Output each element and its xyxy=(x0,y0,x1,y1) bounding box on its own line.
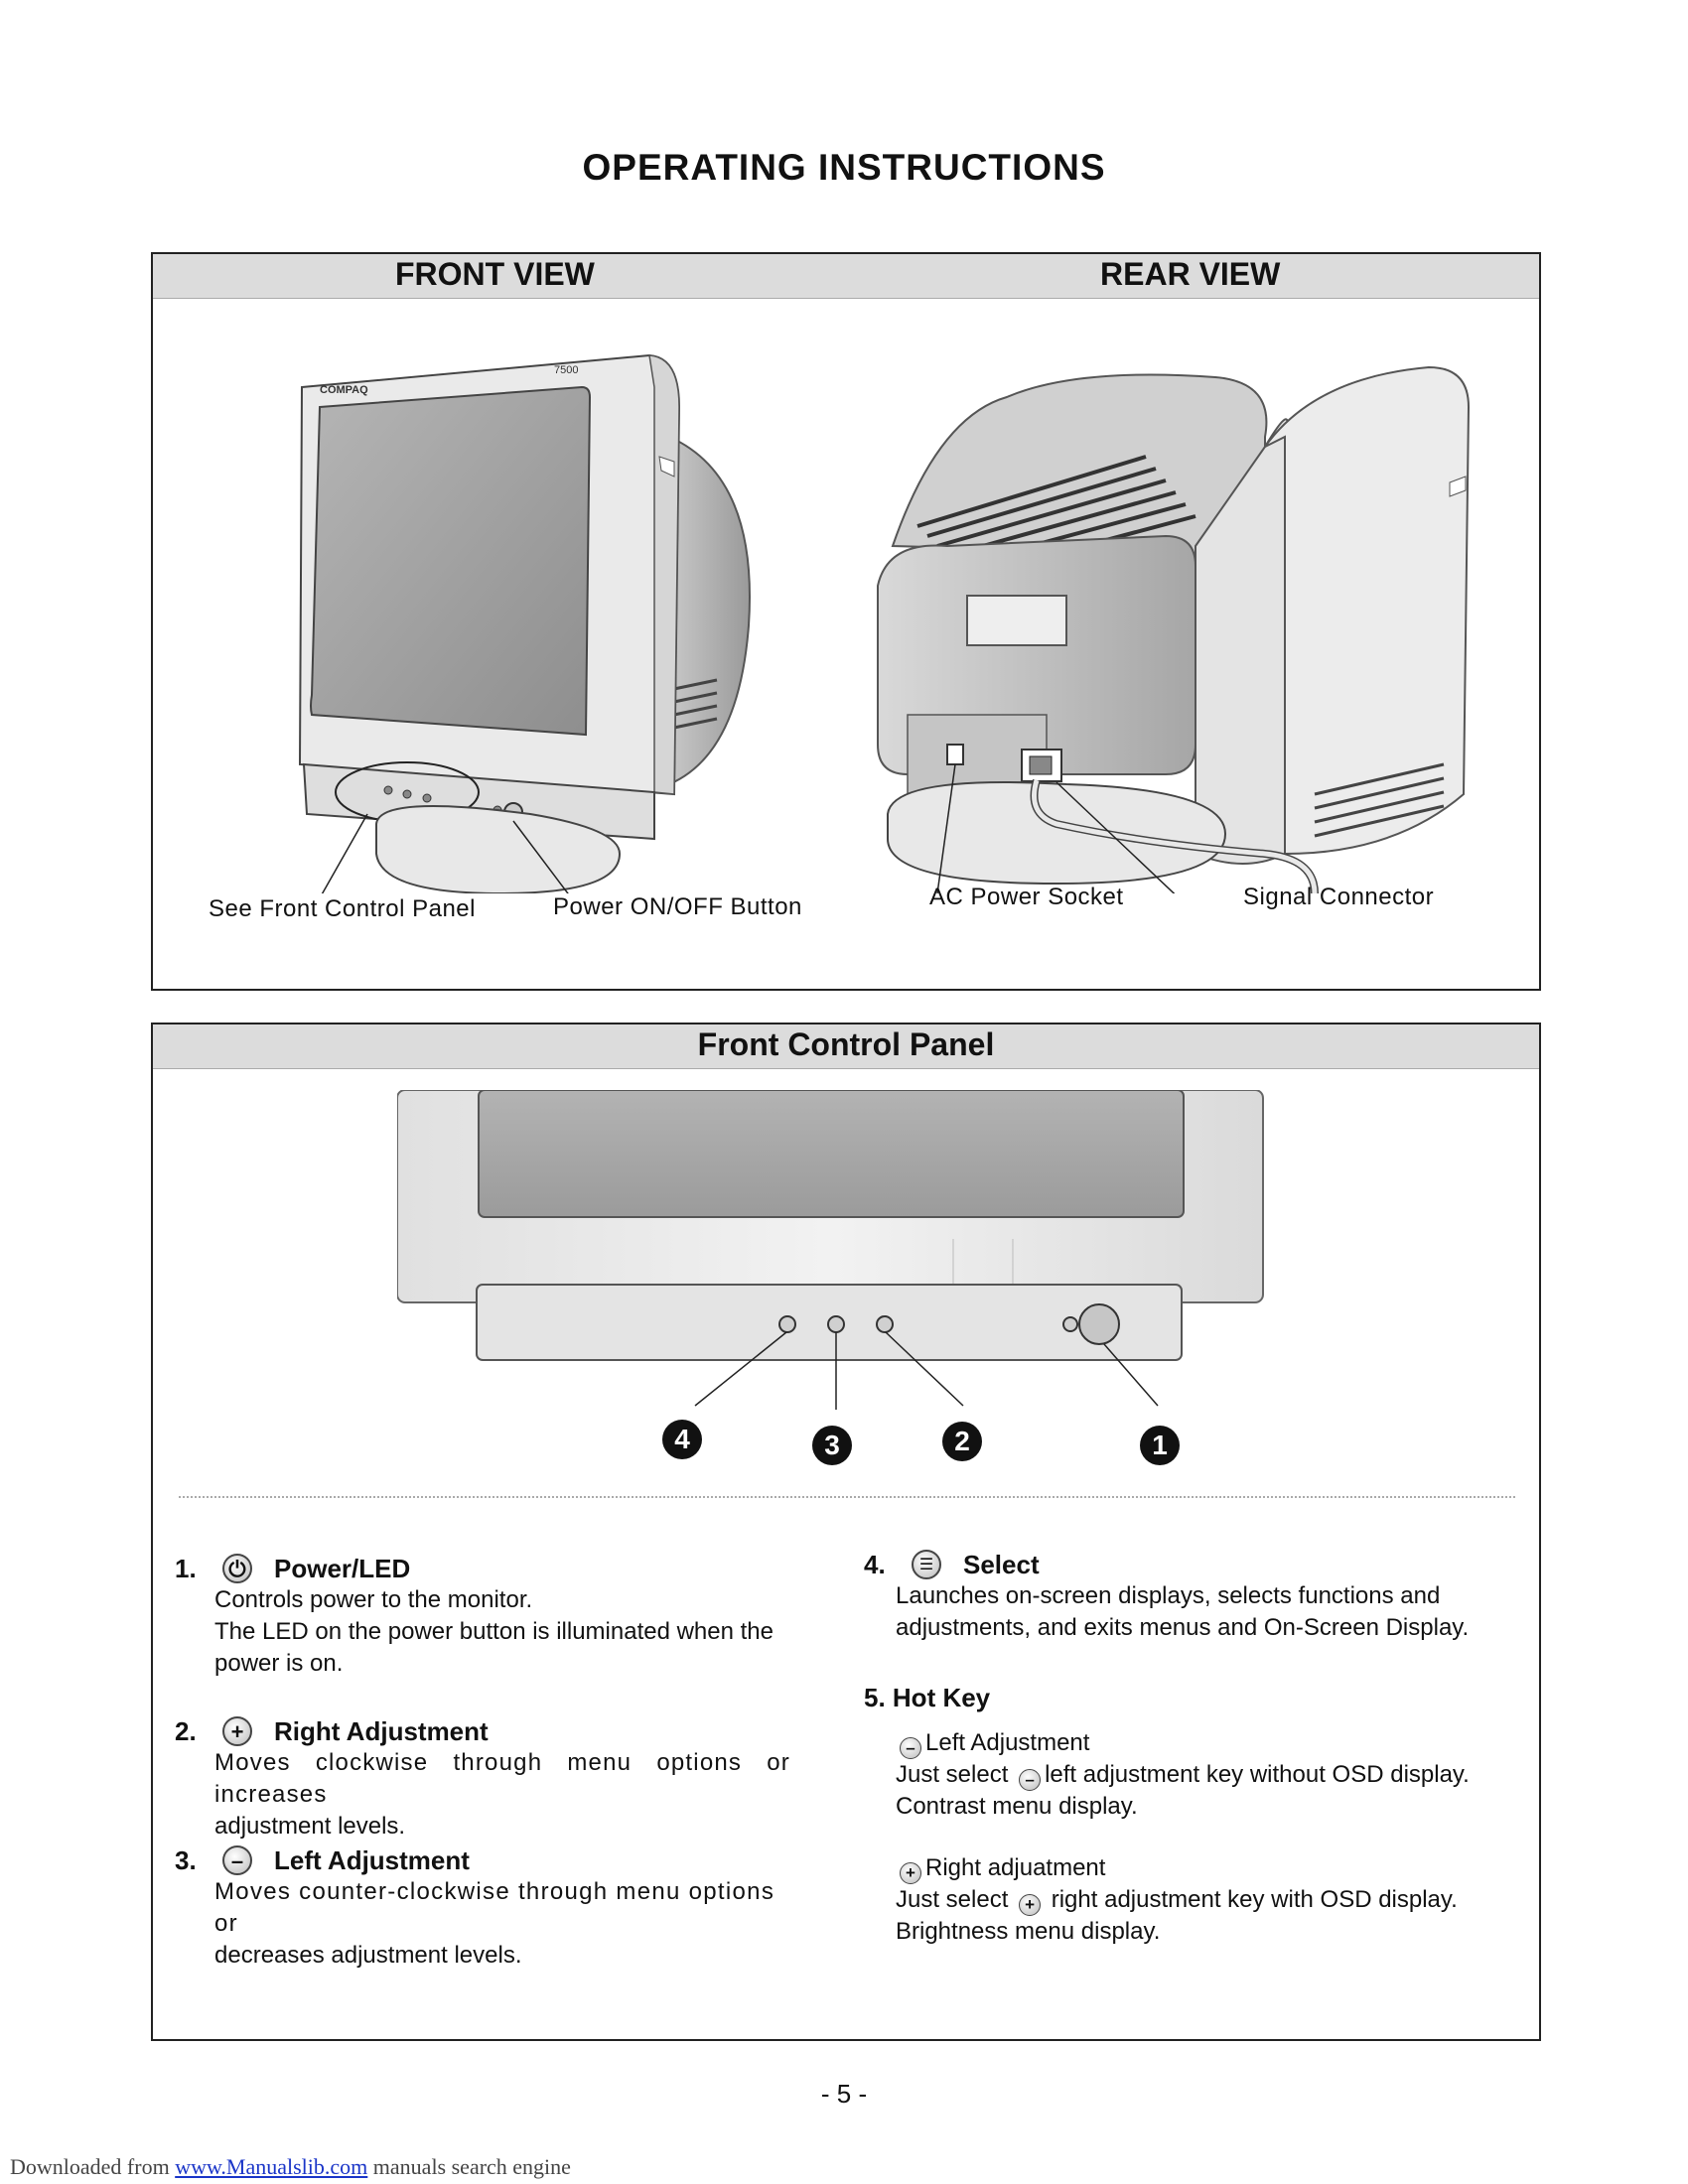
model-number-text: 7500 xyxy=(554,364,579,376)
hotkey-left xyxy=(864,1727,1509,1823)
item-description xyxy=(175,1747,790,1843)
item-description xyxy=(864,1580,1509,1644)
plus-icon: + xyxy=(1019,1894,1041,1916)
hotkey-left-result: Contrast menu display. xyxy=(896,1793,1138,1820)
plus-icon: + xyxy=(222,1716,252,1746)
description-line: Controls power to the monitor. xyxy=(214,1586,533,1613)
download-footer xyxy=(10,2154,571,2180)
brand-logo-text: COMPAQ xyxy=(320,384,368,396)
item-select xyxy=(864,1549,1509,1644)
item-description xyxy=(175,1584,790,1680)
dotted-divider xyxy=(179,1496,1515,1498)
plus-icon: + xyxy=(900,1862,921,1884)
item-title: Left Adjustment xyxy=(274,1845,470,1875)
item-power-led xyxy=(175,1553,790,1680)
rear-view-heading: REAR VIEW xyxy=(1100,256,1281,292)
hotkey-left-pre: Just select xyxy=(896,1761,1009,1788)
description-line: Moves clockwise through menu options or increases xyxy=(214,1749,790,1808)
hotkey-right-label: Right adjuatment xyxy=(925,1854,1106,1881)
description-line: adjustments, and exits menus and On-Screen Display. xyxy=(896,1614,1470,1641)
minus-icon: – xyxy=(222,1845,252,1875)
callout-3: 3 xyxy=(812,1426,852,1465)
hotkey-right-post: right adjustment key with OSD display. xyxy=(1051,1886,1458,1913)
item-number: 4. xyxy=(864,1550,886,1579)
hotkey-right-result: Brightness menu display. xyxy=(896,1918,1161,1945)
power-icon: ⏻ xyxy=(222,1554,252,1583)
label-power-button: Power ON/OFF Button xyxy=(553,893,802,920)
hotkey-right xyxy=(864,1852,1509,1948)
description-line: Moves counter-clockwise through menu options or xyxy=(214,1878,775,1937)
description-line: Launches on-screen displays, selects functions and xyxy=(896,1582,1441,1609)
page-number: - 5 - xyxy=(820,2079,868,2109)
item-number: 1. xyxy=(175,1554,197,1583)
front-monitor-illustration xyxy=(153,298,848,893)
control-panel-heading: Front Control Panel xyxy=(697,1026,995,1062)
control-panel-box xyxy=(151,1023,1541,2041)
item-right-adjustment xyxy=(175,1715,790,1843)
description-line: The LED on the power button is illuminated when the xyxy=(214,1618,774,1645)
select-icon: ☰ xyxy=(912,1550,941,1579)
rear-monitor-illustration xyxy=(848,298,1537,893)
item-left-adjustment xyxy=(175,1844,790,1972)
description-line: power is on. xyxy=(214,1650,344,1677)
hotkey-left-post: left adjustment key without OSD display. xyxy=(1045,1761,1470,1788)
callout-1: 1 xyxy=(1140,1426,1180,1465)
description-line: adjustment levels. xyxy=(214,1813,406,1840)
callout-leader-lines xyxy=(397,1090,1265,1428)
footer-prefix: Downloaded from xyxy=(10,2154,170,2179)
footer-suffix: manuals search engine xyxy=(372,2154,571,2179)
minus-icon: – xyxy=(1019,1769,1041,1791)
hotkey-right-pre: Just select xyxy=(896,1886,1009,1913)
item-title: Power/LED xyxy=(274,1554,411,1583)
hotkey-title: 5. Hot Key xyxy=(864,1683,991,1712)
page-title: OPERATING INSTRUCTIONS xyxy=(582,147,1106,188)
hotkey-left-label: Left Adjustment xyxy=(925,1729,1090,1756)
label-front-control-panel: See Front Control Panel xyxy=(209,895,476,922)
item-description xyxy=(175,1876,790,1972)
label-signal-connector: Signal Connector xyxy=(1243,884,1435,910)
views-box xyxy=(151,252,1541,991)
hotkey-section xyxy=(864,1682,1509,1948)
item-number: 2. xyxy=(175,1716,197,1746)
item-number: 3. xyxy=(175,1845,197,1875)
manualslib-link[interactable]: www.Manualslib.com xyxy=(175,2154,368,2179)
item-title: Right Adjustment xyxy=(274,1716,489,1746)
callout-2: 2 xyxy=(942,1422,982,1461)
item-title: Select xyxy=(963,1550,1040,1579)
views-box-header xyxy=(153,254,1539,299)
callout-4: 4 xyxy=(662,1420,702,1459)
control-panel-header xyxy=(153,1024,1539,1069)
label-ac-power-socket: AC Power Socket xyxy=(929,884,1124,910)
front-view-heading: FRONT VIEW xyxy=(395,256,595,292)
description-line: decreases adjustment levels. xyxy=(214,1942,522,1969)
minus-icon: – xyxy=(900,1737,921,1759)
